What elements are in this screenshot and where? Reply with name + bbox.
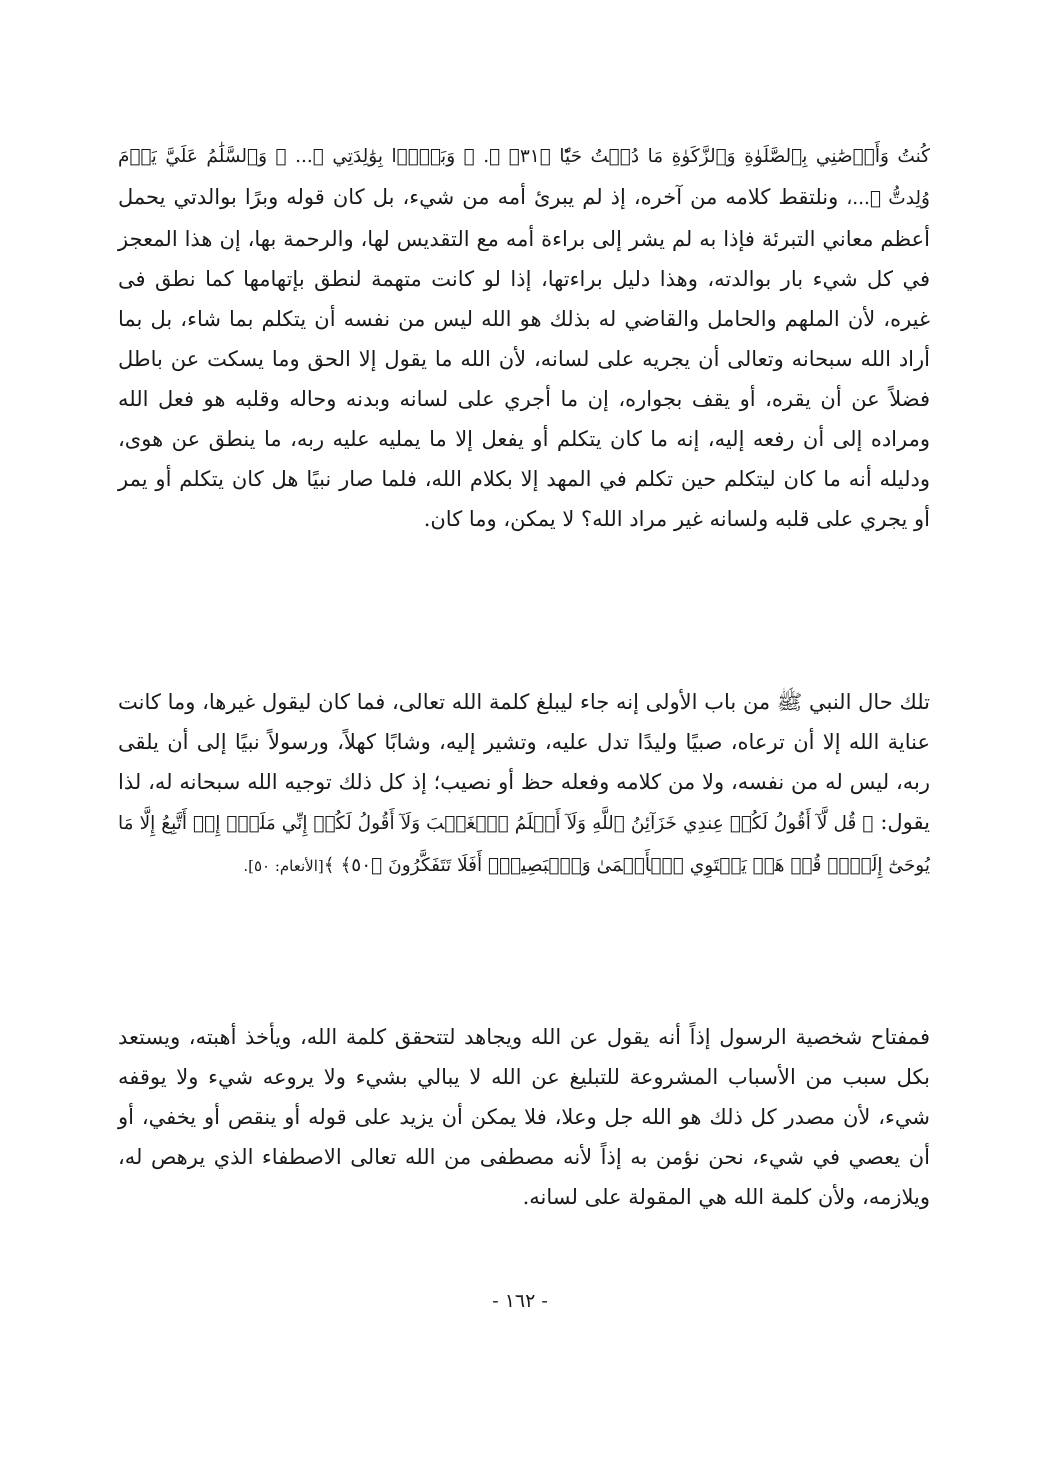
quran-quote: ﴿ قُل لَّآ أَقُولُ لَكُمۡ عِندِي خَزَآئِنُ ٱللَّهِ وَلَآ أَعۡلَمُ ٱلۡغَيۡبَ وَلَآ أَقُولُ لَكُمۡ إِنِّي مَلَكٌۖ إِنۡ أَتَّبِعُ إِلَّا مَا يُوحَىٰٓ إِلَيَّۚ قُلۡ هَلۡ يَسۡتَوِي ٱلۡأَعۡمَىٰ وَٱلۡبَصِيرُۚ أَفَلَا تَتَفَكَّرُونَ ﴿٥٠﴾ ﴾ (118, 813, 930, 876)
paragraph-1 (118, 135, 930, 539)
paragraph-3 (118, 1017, 930, 1217)
paragraph-2 (118, 682, 930, 886)
page-number: - ١٦٢ - (492, 1290, 548, 1312)
quran-quote-opening: كُنتُ وَأَوۡصَٰنِي بِٱلصَّلَوٰةِ وَٱلزَّكَوٰةِ مَا دُمۡتُ حَيّٗا ﴿٣١﴾ ﴾. ﴿ وَبَرَّۢا بِوَٰلِدَتِي ﴾... ﴿ وَٱلسَّلَٰمُ عَلَيَّ يَوۡمَ وُلِدتُّ ﴾...، (118, 146, 930, 209)
paragraph-2-text: تلك حال النبي ﷺ من باب الأولى إنه جاء ليبلغ كلمة الله تعالى، فما كان ليقول غيرها، وما كانت عناية الله إلا أن ترعاه، صبيًا وليدًا تدل عليه، وتشير إليه، وشابًا كهلاً، ورسولاً نبيًا إلى أن يلقى ربه، ليس له من نفسه، ولا من كلامه وفعله حظ أو نصيب؛ إذ كل ذلك توجيه الله سبحانه له، لذا يقول: (118, 690, 930, 834)
paragraph-1-text: ونلتقط كلامه من آخره، إذ لم يبرئ أمه من شيء، بل كان قوله وبرًا بوالدتي يحمل أعظم معاني التبرئة فإذا به لم يشر إلى براءة أمه مع التقديس لها، والرحمة بها، إن هذا المعجز في كل شيء بار بوالدته، وهذا دليل براءتها، إذا لو كانت متهمة لنطق بإتهامها كما نطق فى غيره، لأن الملهم والحامل والقاضي له بذلك هو الله ليس من نفسه أن يتكلم بما شاء، بل بما أراد الله سبحانه وتعالى أن يجريه على لسانه، لأن الله ما يقول إلا الحق وما يسكت عن باطل فضلاً عن أن يقره، أو يقف بجواره، إن ما أجري على لسانه وبدنه وحاله وقلبه هو فعل الله ومراده إلى أن رفعه إليه، إنه ما كان يتكلم أو يفعل إلا ما يمليه عليه ربه، ما ينطق عن هوى، ودليله أنه ما كان ليتكلم حين تكلم في المهد إلا بكلام الله، فلما صار نبيًا هل كان يتكلم أو يمر أو يجري على قلبه ولسانه غير مراد الله؟ لا يمكن، وما كان. (118, 185, 930, 531)
quran-reference: [الأنعام: ٥٠]. (243, 857, 324, 875)
paragraph-3-text: فمفتاح شخصية الرسول إذاً أنه يقول عن الله ويجاهد لتتحقق كلمة الله، ويأخذ أهبته، ويستعد بكل سبب من الأسباب المشروعة للتبليغ عن الله لا يبالي بشيء ولا يروعه شيء ولا يوقفه شيء، لأن مصدر كل ذلك هو الله جل وعلا، فلا يمكن أن يزيد على قوله أو ينقص أو يخفي، أو أن يعصي في شيء، نحن نؤمن به إذاً لأنه مصطفى من الله تعالى الاصطفاء الذي يرهص له، ويلازمه، ولأن كلمة الله هي المقولة على لسانه. (118, 1025, 930, 1209)
